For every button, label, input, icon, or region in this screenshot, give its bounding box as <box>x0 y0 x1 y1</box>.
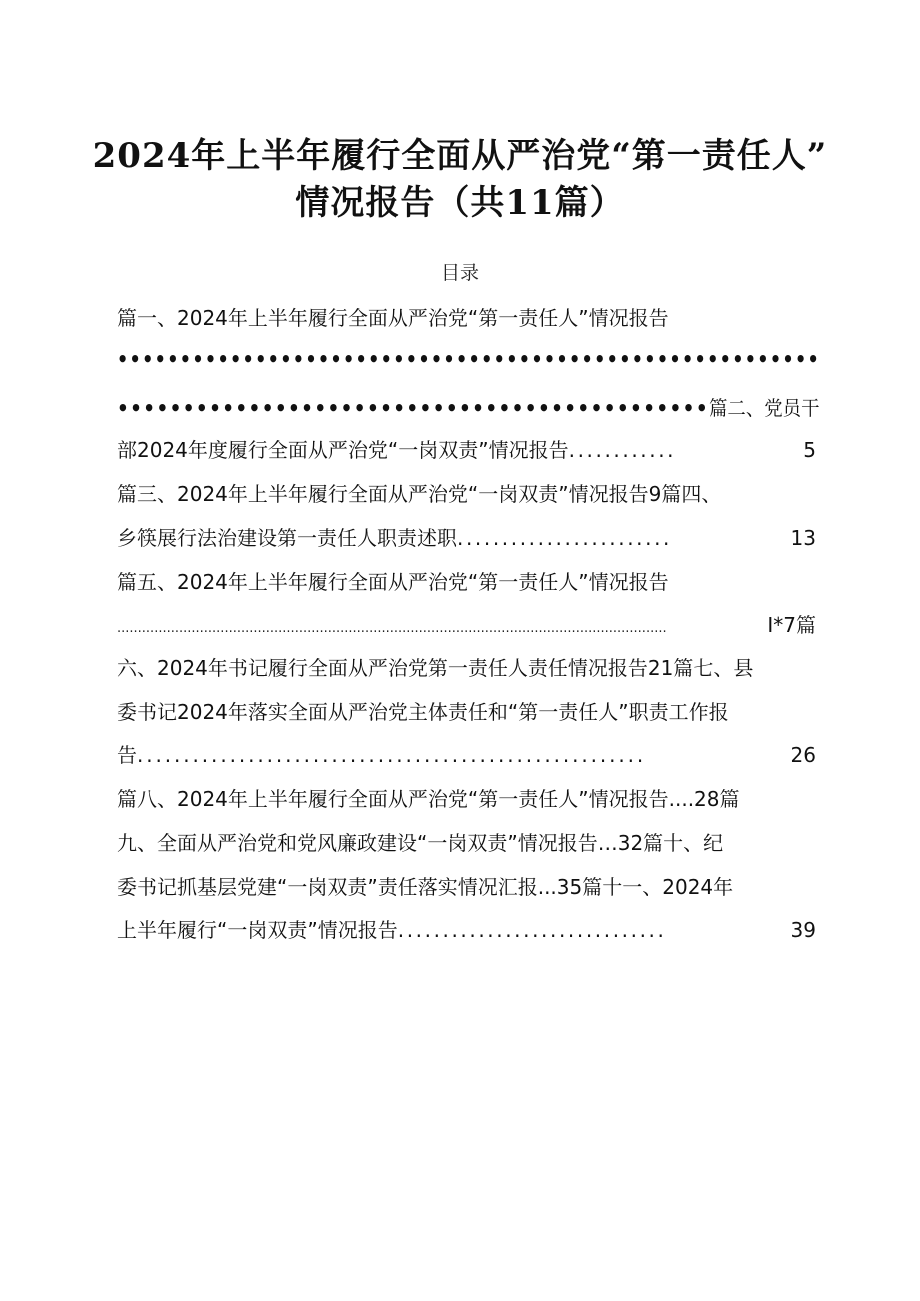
toc-line-text: 乡筷展行法治建设第一责任人职责述职 <box>117 526 457 550</box>
toc-page-number: I*7篇 <box>765 610 816 640</box>
toc-dot-leader: ............ <box>568 438 677 462</box>
toc-dot-leader: ....................................................... <box>137 743 647 767</box>
toc-line-text: 篇二、党员干 <box>708 396 820 420</box>
toc-dot-leader: ........................ <box>457 526 672 550</box>
toc-line: 委书记2024年落实全面从严治党主体责任和“第一责任人”职责工作报 <box>117 700 729 724</box>
toc-line: 篇八、2024年上半年履行全面从严治党“第一责任人”情况报告....28篇 <box>117 787 740 811</box>
toc-line: 篇一、2024年上半年履行全面从严治党“第一责任人”情况报告 <box>117 306 669 330</box>
toc-page-number: 26 <box>790 743 816 767</box>
toc-line <box>117 393 819 423</box>
document-title-line-1: 2024年上半年履行全面从严治党“第一责任人” <box>92 136 828 176</box>
toc-dot-leader: .............................. <box>397 918 667 942</box>
toc-page-number: 5 <box>803 438 816 462</box>
toc-line <box>117 740 646 770</box>
toc-line-text: 告 <box>117 743 137 767</box>
toc-dot-leader: ..................................................................................................................................... <box>117 621 667 636</box>
toc-line: 九、全面从严治党和党风廉政建设“一岗双责”情况报告…32篇十、纪 <box>117 831 724 855</box>
toc-line: 篇三、2024年上半年履行全面从严治党“一岗双责”情况报告9篇四、 <box>117 482 722 506</box>
toc-page-number: 13 <box>790 526 816 550</box>
toc-line: 六、2024年书记履行全面从严治党第一责任人责任情况报告21篇七、县 <box>117 656 754 680</box>
toc-line-text: 上半年履行“一岗双责”情况报告 <box>117 918 398 942</box>
toc-line <box>117 610 817 640</box>
toc-dot-leader: •••••••••••••••••••••••••••••••••••••••••••••••••••••••• <box>117 347 821 371</box>
toc-dot-leader: ••••••••••••••••••••••••••••••••••••••••••••• <box>117 396 709 420</box>
toc-line <box>117 435 676 465</box>
toc-heading: 目录 <box>440 262 479 284</box>
toc-line <box>117 523 672 553</box>
document-title-line-2: 情况报告（共11篇） <box>295 183 625 223</box>
toc-line-text: 部2024年度履行全面从严治党“一岗双责”情况报告 <box>117 438 569 462</box>
toc-line: 委书记抓基层党建“一岗双责”责任落实情况汇报...35篇十一、2024年 <box>117 875 734 899</box>
toc-line: 篇五、2024年上半年履行全面从严治党“第一责任人”情况报告 <box>117 570 669 594</box>
toc-page-number: 39 <box>790 918 816 942</box>
toc-line <box>117 915 666 945</box>
